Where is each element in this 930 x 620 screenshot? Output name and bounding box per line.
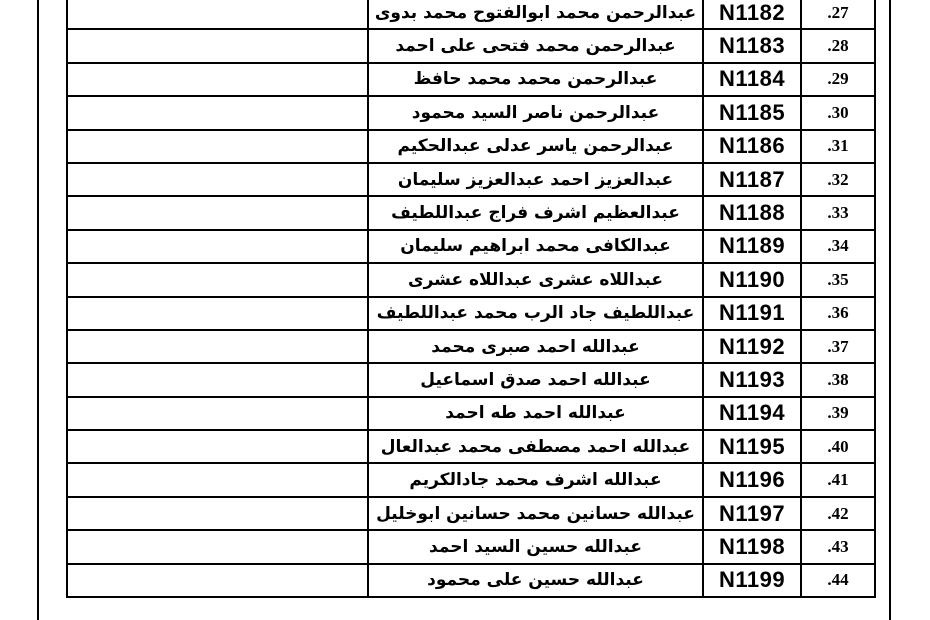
- row-number-cell: .33: [801, 196, 875, 229]
- notes-cell: [67, 96, 368, 129]
- student-name-cell: عبدالله حسين على محمود: [368, 564, 703, 597]
- row-number-cell: .37: [801, 330, 875, 363]
- student-code-cell: N1196: [703, 463, 801, 496]
- notes-cell: [67, 564, 368, 597]
- student-name-cell: عبدالله حسانين محمد حسانين ابوخليل: [368, 497, 703, 530]
- student-code-cell: N1189: [703, 230, 801, 263]
- table-row: [67, 363, 875, 396]
- table-row: [67, 130, 875, 163]
- student-code-cell: N1191: [703, 297, 801, 330]
- notes-cell: [67, 0, 368, 29]
- table-row: [67, 297, 875, 330]
- row-number-cell: .35: [801, 263, 875, 296]
- table-row: [67, 63, 875, 96]
- row-number-cell: .39: [801, 397, 875, 430]
- student-code-cell: N1183: [703, 29, 801, 62]
- notes-cell: [67, 397, 368, 430]
- student-code-cell: N1198: [703, 530, 801, 563]
- roster-table-container: [66, 0, 866, 598]
- row-number-cell: .29: [801, 63, 875, 96]
- row-number-cell: .41: [801, 463, 875, 496]
- table-row: [67, 0, 875, 29]
- student-code-cell: N1199: [703, 564, 801, 597]
- notes-cell: [67, 163, 368, 196]
- table-row: [67, 564, 875, 597]
- notes-cell: [67, 463, 368, 496]
- student-code-cell: N1197: [703, 497, 801, 530]
- student-name-cell: عبدالرحمن محمد فتحى على احمد: [368, 29, 703, 62]
- table-row: [67, 463, 875, 496]
- notes-cell: [67, 63, 368, 96]
- student-code-cell: N1186: [703, 130, 801, 163]
- notes-cell: [67, 263, 368, 296]
- student-code-cell: N1195: [703, 430, 801, 463]
- student-name-cell: عبدالله احمد مصطفى محمد عبدالعال: [368, 430, 703, 463]
- row-number-cell: .34: [801, 230, 875, 263]
- notes-cell: [67, 530, 368, 563]
- table-row: [67, 96, 875, 129]
- row-number-cell: .40: [801, 430, 875, 463]
- table-row: [67, 163, 875, 196]
- student-code-cell: N1190: [703, 263, 801, 296]
- student-name-cell: عبدالله احمد صدق اسماعيل: [368, 363, 703, 396]
- row-number-cell: .31: [801, 130, 875, 163]
- student-name-cell: عبدالله احمد صبرى محمد: [368, 330, 703, 363]
- student-name-cell: عبدالعزيز احمد عبدالعزيز سليمان: [368, 163, 703, 196]
- table-row: [67, 530, 875, 563]
- student-code-cell: N1194: [703, 397, 801, 430]
- table-row: [67, 230, 875, 263]
- table-row: [67, 263, 875, 296]
- student-name-cell: عبدالرحمن ناصر السيد محمود: [368, 96, 703, 129]
- student-name-cell: عبدالكافى محمد ابراهيم سليمان: [368, 230, 703, 263]
- notes-cell: [67, 196, 368, 229]
- student-code-cell: N1193: [703, 363, 801, 396]
- notes-cell: [67, 230, 368, 263]
- row-number-cell: .43: [801, 530, 875, 563]
- student-code-cell: N1182: [703, 0, 801, 29]
- student-name-cell: عبدالرحمن محمد ابوالفتوح محمد بدوى: [368, 0, 703, 29]
- table-row: [67, 29, 875, 62]
- row-number-cell: .38: [801, 363, 875, 396]
- student-name-cell: عبدالله احمد طه احمد: [368, 397, 703, 430]
- table-row: [67, 397, 875, 430]
- notes-cell: [67, 363, 368, 396]
- notes-cell: [67, 497, 368, 530]
- student-code-cell: N1187: [703, 163, 801, 196]
- roster-table: [66, 0, 876, 598]
- row-number-cell: .32: [801, 163, 875, 196]
- row-number-cell: .44: [801, 564, 875, 597]
- student-name-cell: عبدالله حسين السيد احمد: [368, 530, 703, 563]
- row-number-cell: .36: [801, 297, 875, 330]
- row-number-cell: .30: [801, 96, 875, 129]
- table-row: [67, 497, 875, 530]
- table-row: [67, 196, 875, 229]
- student-code-cell: N1192: [703, 330, 801, 363]
- page-border-right: [889, 0, 891, 620]
- row-number-cell: .42: [801, 497, 875, 530]
- student-name-cell: عبدالرحمن ياسر عدلى عبدالحكيم: [368, 130, 703, 163]
- row-number-cell: .28: [801, 29, 875, 62]
- roster-table-body: [67, 0, 875, 597]
- student-code-cell: N1188: [703, 196, 801, 229]
- notes-cell: [67, 297, 368, 330]
- notes-cell: [67, 29, 368, 62]
- notes-cell: [67, 330, 368, 363]
- table-row: [67, 430, 875, 463]
- notes-cell: [67, 430, 368, 463]
- notes-cell: [67, 130, 368, 163]
- row-number-cell: .27: [801, 0, 875, 29]
- student-name-cell: عبدالعظيم اشرف فراج عبداللطيف: [368, 196, 703, 229]
- table-row: [67, 330, 875, 363]
- student-name-cell: عبداللاه عشرى عبداللاه عشرى: [368, 263, 703, 296]
- page-border-left: [37, 0, 39, 620]
- student-name-cell: عبداللطيف جاد الرب محمد عبداللطيف: [368, 297, 703, 330]
- student-code-cell: N1185: [703, 96, 801, 129]
- student-name-cell: عبدالرحمن محمد محمد حافظ: [368, 63, 703, 96]
- student-name-cell: عبدالله اشرف محمد جادالكريم: [368, 463, 703, 496]
- student-code-cell: N1184: [703, 63, 801, 96]
